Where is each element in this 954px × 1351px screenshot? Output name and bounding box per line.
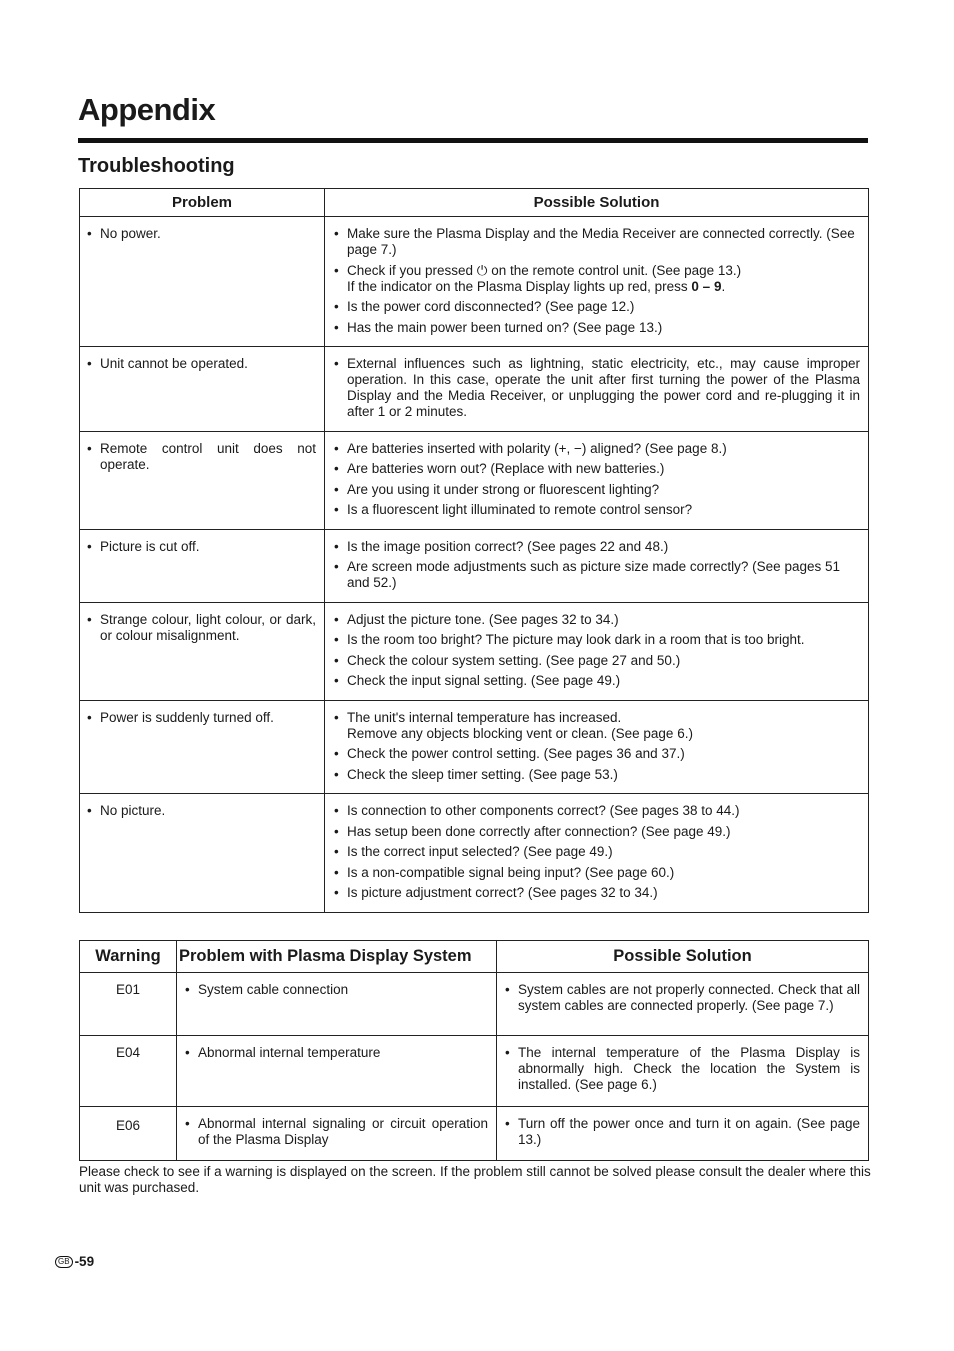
list-item: • Check the sleep timer setting. (See page 53.) — [334, 767, 860, 783]
list-item: • Is a fluorescent light illuminated to remote control sensor? — [334, 502, 860, 518]
number-keys: 0 – 9 — [691, 278, 722, 294]
table-row — [80, 431, 869, 529]
table-row — [80, 602, 869, 700]
warning-table — [79, 940, 869, 1161]
problem-cell — [80, 794, 325, 913]
list-item: • Check the colour system setting. (See page 27 and 50.) — [334, 653, 860, 669]
list-item: • System cables are not properly connected. Check that all system cables are connected properly. (See page 7.) — [505, 982, 860, 1014]
footer-note: Please check to see if a warning is displayed on the screen. If the problem still cannot be solved please consult the dealer where this unit was purchased. — [79, 1164, 871, 1195]
list-item: • Is the power cord disconnected? (See page 12.) — [334, 299, 860, 315]
list-item: • System cable connection — [185, 982, 488, 998]
list-item: • Turn off the power once and turn it on again. (See page 13.) — [505, 1116, 860, 1148]
list-item: • Adjust the picture tone. (See pages 32 to 34.) — [334, 612, 860, 628]
list-item: • Are you using it under strong or fluorescent lighting? — [334, 482, 860, 498]
list-item: • Are screen mode adjustments such as picture size made correctly? (See pages 51 and 52.) — [334, 559, 860, 591]
table-row — [80, 700, 869, 794]
solution-text: If the indicator on the Plasma Display lights up red, press — [347, 278, 692, 294]
list-item: • Make sure the Plasma Display and the Media Receiver are connected correctly. (See page 7.) — [334, 226, 860, 258]
page-number-text: -59 — [74, 1254, 95, 1269]
page-title: Appendix — [78, 92, 216, 127]
solution-cell — [325, 700, 869, 794]
list-item: • Check the power control setting. (See pages 36 and 37.) — [334, 746, 860, 762]
list-item: • Strange colour, light colour, or dark, or colour misalignment. — [87, 612, 316, 644]
list-item: • Are batteries inserted with polarity (+, −) aligned? (See page 8.) — [334, 441, 860, 457]
list-item: • Is the correct input selected? (See page 49.) — [334, 844, 860, 860]
list-item: • Remote control unit does not operate. — [87, 441, 316, 473]
page-number — [55, 1254, 94, 1269]
table-row — [80, 347, 869, 432]
list-item: • No power. — [87, 226, 316, 242]
table-row — [80, 1106, 869, 1161]
table-row — [80, 794, 869, 913]
solution-cell — [325, 794, 869, 913]
list-item: • Is the image position correct? (See pages 22 and 48.) — [334, 539, 860, 555]
problem-cell — [80, 602, 325, 700]
list-item: • Check the input signal setting. (See page 49.) — [334, 673, 860, 689]
table-row — [80, 529, 869, 602]
list-item: • External influences such as lightning, static electricity, etc., may cause improper operation. In this case, operate the unit after first turning the power of the Plasma Display and the Media Receiver, or unplugging the power cord and re-plugging it in after 1 or 2 minutes. — [334, 356, 860, 420]
list-item: • Is a non-compatible signal being input? (See page 60.) — [334, 865, 860, 881]
region-badge: GB — [55, 1256, 73, 1268]
problem-cell — [80, 529, 325, 602]
solution-cell — [497, 973, 869, 1036]
solution-text: Check if you pressed ⏻ on the remote control unit. (See page 13.) — [347, 262, 742, 278]
column-header-possible-solution: Possible Solution — [497, 941, 869, 973]
list-item: • Is connection to other components correct? (See pages 38 to 44.) — [334, 803, 860, 819]
warning-code: E06 — [80, 1106, 177, 1161]
list-item: • Is picture adjustment correct? (See pages 32 to 34.) — [334, 885, 860, 901]
problem-cell — [80, 431, 325, 529]
warning-code: E04 — [80, 1036, 177, 1107]
list-item: • Check if you pressed ⏻ on the remote control unit. (See page 13.) If the indicator on the Plasma Display lights up red, press 0 – 9. — [334, 263, 860, 295]
solution-cell — [325, 529, 869, 602]
solution-cell — [325, 347, 869, 432]
solution-text: Remove any objects blocking vent or clean. (See page 6.) — [347, 725, 693, 741]
list-item: • Has the main power been turned on? (See page 13.) — [334, 320, 860, 336]
list-item: • Abnormal internal temperature — [185, 1045, 488, 1061]
list-item: • The internal temperature of the Plasma Display is abnormally high. Check the location the System is installed. (See page 6.) — [505, 1045, 860, 1093]
problem-cell — [177, 973, 497, 1036]
list-item: • Picture is cut off. — [87, 539, 316, 555]
solution-cell — [325, 217, 869, 347]
table-header-row — [80, 941, 869, 973]
list-item: • Power is suddenly turned off. — [87, 710, 316, 726]
warning-code: E01 — [80, 973, 177, 1036]
list-item: • Abnormal internal signaling or circuit operation of the Plasma Display — [185, 1116, 488, 1148]
solution-cell — [497, 1106, 869, 1161]
list-item: • Has setup been done correctly after connection? (See page 49.) — [334, 824, 860, 840]
solution-cell — [497, 1036, 869, 1107]
list-item — [334, 710, 860, 742]
problem-cell — [80, 217, 325, 347]
list-item: • No picture. — [87, 803, 316, 819]
solution-cell — [325, 431, 869, 529]
table-row — [80, 973, 869, 1036]
troubleshooting-table — [79, 188, 869, 913]
column-header-warning: Warning — [80, 941, 177, 973]
list-item: • Is the room too bright? The picture may look dark in a room that is too bright. — [334, 632, 860, 648]
table-row — [80, 217, 869, 347]
solution-cell — [325, 602, 869, 700]
problem-cell — [80, 700, 325, 794]
list-item: • Are batteries worn out? (Replace with new batteries.) — [334, 461, 860, 477]
column-header-problem: Problem — [80, 189, 325, 217]
table-row — [80, 1036, 869, 1107]
list-item: • Unit cannot be operated. — [87, 356, 316, 372]
problem-cell — [177, 1036, 497, 1107]
solution-text: The unit's internal temperature has increased. — [347, 709, 622, 725]
column-header-system-problem: Problem with Plasma Display System — [177, 941, 497, 973]
table-header-row — [80, 189, 869, 217]
title-rule — [78, 138, 868, 143]
section-title: Troubleshooting — [78, 155, 235, 177]
column-header-possible-solution: Possible Solution — [325, 189, 869, 217]
problem-cell — [80, 347, 325, 432]
problem-cell — [177, 1106, 497, 1161]
